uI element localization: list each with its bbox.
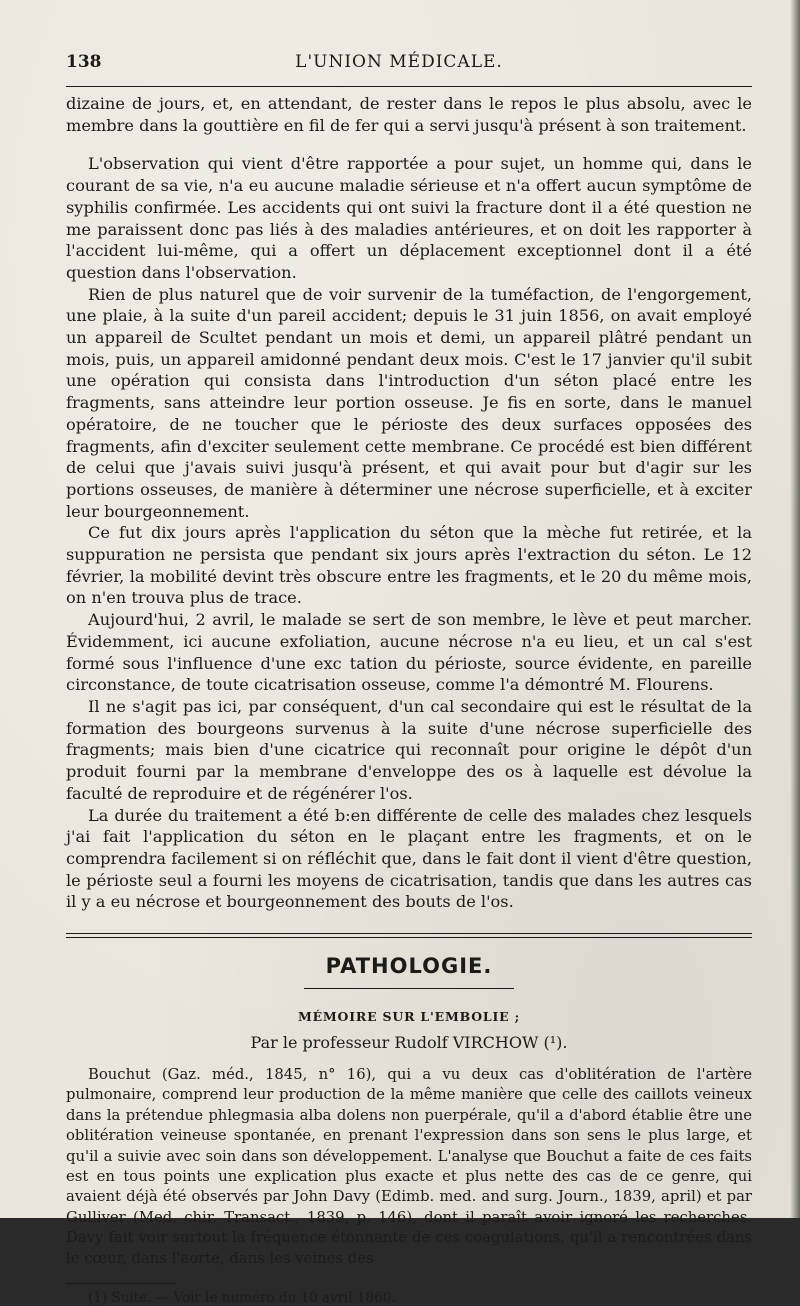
footnote: (1) Suite. — Voir le numéro du 10 avril 1860. bbox=[88, 1290, 396, 1306]
heading-underline bbox=[304, 988, 514, 989]
paragraph: L'observation qui vient d'être rapportée a pour sujet, un homme qui, dans le courant de sa vie, n'a eu aucune maladie sérieuse et n'a offert aucun symptôme de syphilis confirmée. Les accidents qui ont suivi la fracture dont il a été question ne me paraissent donc pas liés à des maladies antérieures, et on doit les rapporter à l'accident lui-même, qui a offert un déplacement exceptionnel dont il a été question dans l'observation. bbox=[66, 154, 752, 282]
header-rule bbox=[66, 86, 752, 87]
section-divider bbox=[66, 933, 752, 938]
paragraph: Aujourd'hui, 2 avril, le malade se sert de son membre, le lève et peut marcher. Évidemment, ici aucune exfoliation, aucune nécrose n'a eu lieu, et un cal s'est formé sous l'influence d'une exc tation du périoste, source évidente, en pareille circonstance, de toute cicatrisation osseuse, comme l'a démontré M. Flourens. bbox=[66, 610, 752, 695]
page-number: 138 bbox=[66, 52, 102, 72]
paragraph: Ce fut dix jours après l'application du séton que la mèche fut retirée, et la suppuration ne persista que pendant six jours après l'extraction du séton. Le 12 février, la mobilité devint très obscure entre les fragments, et le 20 du même mois, on n'en trouva plus de trace. bbox=[66, 523, 752, 608]
paragraph: dizaine de jours, et, en attendant, de rester dans le repos le plus absolu, avec le membre dans la gouttière en fil de fer qui a servi jusqu'à présent à son traitement. bbox=[66, 94, 752, 135]
journal-title: L'UNION MÉDICALE. bbox=[295, 52, 503, 72]
paragraph: La durée du traitement a été b:en différente de celle des malades chez lesquels j'ai fait l'application du séton en le plaçant entre les fragments, et on le comprendra facilement si on réfléchit que, dans le fait dont il vient d'être question, le périoste seul a fourni les moyens de cicatrisation, tandis que dans les autres cas il y a eu nécrose et bourgeonnement des bouts de l'os. bbox=[66, 805, 752, 912]
footnote-rule bbox=[66, 1283, 176, 1284]
article-conclusion bbox=[66, 93, 752, 913]
memoir-body bbox=[66, 1065, 752, 1269]
paragraph: Rien de plus naturel que de voir survenir de la tuméfaction, de l'engorgement, une plaie, à la suite d'un pareil accident; depuis le 31 juin 1856, on avait employé un appareil de Scultet pendant un mois et demi, un appareil plâtré pendant un mois, puis, un appareil amidonné pendant deux mois. C'est le 17 janvier qu'il subit une opération qui consista dans l'introduction d'un séton placé entre les fragments, sans atteindre leur portion osseuse. Je fis en sorte, dans le manuel opératoire, de ne toucher que le périoste des deux surfaces opposées des fragments, afin d'exciter seulement cette membrane. Ce procédé est bien différent de celui que j'avais suivi jusqu'à présent, et qui avait pour but d'agir sur les portions osseuses, de manière à déterminer une nécrose superficielle, et à exciter leur bourgeonnement. bbox=[66, 284, 752, 521]
paragraph: Bouchut (Gaz. méd., 1845, n° 16), qui a vu deux cas d'oblitération de l'artère pulmonaire, comprend leur production de la même manière que celle des caillots veineux dans la prétendue phlegmasia alba dolens non puerpérale, qu'il a d'abord établie être une oblitération veineuse spontanée, en prenant l'expression dans son sens le plus large, et qu'il a suivie avec soin dans son développement. L'analyse que Bouchut a faite de ces faits est en tous points une explication plus exacte et plus nette des cas de ce genre, qui avaient déjà été observés par John Davy (Edimb. med. and surg. Journ., 1839, april) et par Gulliver (Med. chir. Transact., 1839, p. 146), dont il paraît avoir ignoré les recherches. Davy fait voir surtout la fréquence étonnante de ces coagulations, qu'il a rencontrées dans le cœur, dans l'aorte, dans les veines des bbox=[66, 1066, 752, 1267]
paragraph: Il ne s'agit pas ici, par conséquent, d'un cal secondaire qui est le résultat de la formation des bourgeons survenus à la suite d'une nécrose superficielle des fragments; mais bien d'une cicatrice qui reconnaît pour origine le dépôt d'un produit fourni par la membrane d'enveloppe des os à laquelle est dévolue la faculté de reproduire et de régénérer l'os. bbox=[66, 696, 752, 803]
byline: Par le professeur Rudolf VIRCHOW (¹). bbox=[250, 1033, 568, 1053]
page-header bbox=[66, 52, 752, 86]
section-heading: PATHOLOGIE. bbox=[325, 954, 493, 979]
memoir-title: MÉMOIRE SUR L'EMBOLIE ; bbox=[297, 1009, 521, 1025]
